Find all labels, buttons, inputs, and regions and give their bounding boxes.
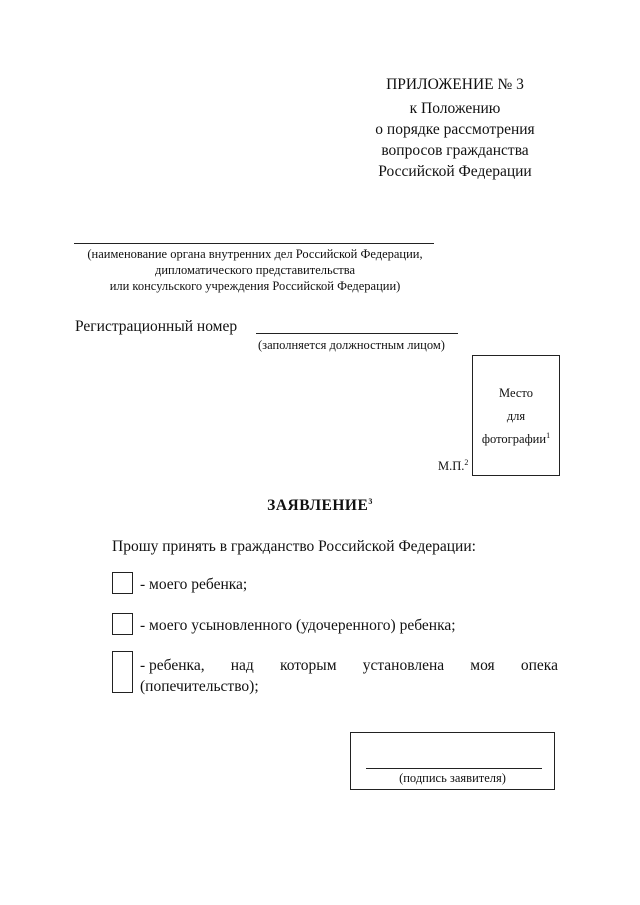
organ-caption-line-3: или консульского учреждения Российской Федерации) [109, 279, 401, 293]
signature-caption: (подпись заявителя) [399, 771, 506, 785]
organ-caption-line-1: (наименование органа внутренних дел Российской Федерации, [87, 247, 423, 261]
organ-name-caption [70, 246, 440, 294]
option-own-child-label: - моего ребенка; [140, 576, 248, 593]
option-guardianship-word: над [230, 657, 254, 674]
registration-number-field[interactable] [256, 333, 458, 334]
option-guardianship-word: моя [470, 657, 495, 674]
appendix-title: ПРИЛОЖЕНИЕ № 3 [386, 76, 524, 93]
option-guardianship-child-label [140, 655, 558, 697]
option-guardianship-word: установлена [362, 657, 445, 674]
statement-title [0, 497, 640, 515]
option-guardianship-word: - ребенка, [140, 657, 205, 674]
option-guardianship-line-2: (попечительство); [140, 678, 259, 695]
registration-number-caption: (заполняется должностным лицом) [258, 338, 445, 352]
option-guardianship-word: опека [520, 657, 558, 674]
request-sentence: Прошу принять в гражданство Российской Федерации: [112, 538, 476, 555]
photo-label-text: фотографии [481, 432, 547, 446]
stamp-label-text: М.П. [438, 459, 465, 473]
statement-title-text: ЗАЯВЛЕНИЕ [267, 497, 369, 514]
registration-number-label: Регистрационный номер [75, 318, 238, 335]
appendix-line-3: вопросов гражданства [381, 142, 529, 159]
appendix-header [340, 74, 570, 182]
organ-name-line[interactable] [74, 243, 434, 244]
signature-line [366, 768, 542, 769]
photo-footnote-mark: 1 [546, 430, 551, 440]
appendix-line-1: к Положению [409, 100, 501, 117]
photo-label-line-1: Место [499, 386, 533, 400]
photo-label-line-3 [473, 428, 559, 451]
stamp-footnote-mark: 2 [464, 457, 469, 467]
option-guardianship-child-checkbox[interactable] [112, 651, 133, 693]
photo-placeholder-box[interactable] [472, 355, 560, 476]
appendix-line-4: Российской Федерации [378, 163, 532, 180]
option-adopted-child-label: - моего усыновленного (удочеренного) ребенка; [140, 617, 456, 634]
option-own-child-checkbox[interactable] [112, 572, 133, 594]
option-guardianship-line-1 [140, 655, 558, 676]
option-guardianship-word: которым [279, 657, 337, 674]
option-adopted-child-checkbox[interactable] [112, 613, 133, 635]
photo-label-line-2: для [506, 409, 526, 423]
appendix-line-2: о порядке рассмотрения [375, 121, 535, 138]
statement-footnote-mark: 3 [368, 496, 373, 506]
stamp-place-label [438, 459, 468, 474]
organ-caption-line-2: дипломатического представительства [155, 263, 355, 277]
